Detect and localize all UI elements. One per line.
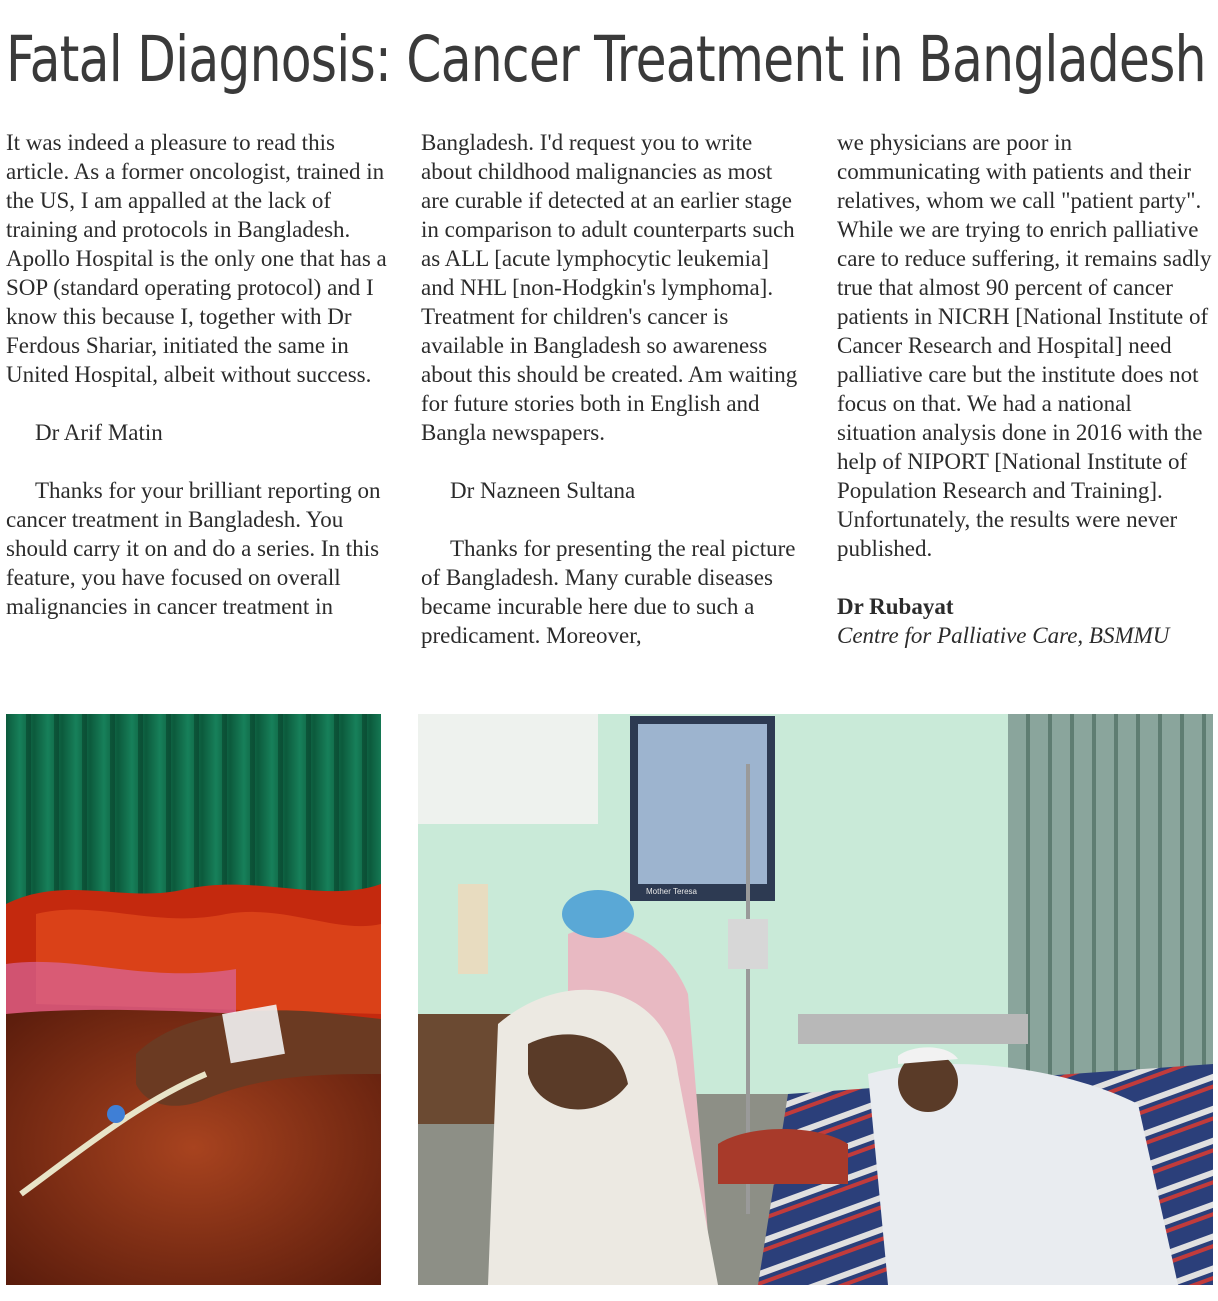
letter-2-body-part-2: Bangladesh. I'd request you to write about childhood malignancies as most are curable if detected at an earlier stage in comparison to adult counterparts such as ALL [acute lymphocytic leukemia] and NHL [non-Hodgkin's lymphoma]. Treatment for children's cancer is available in Bangladesh so awareness about this should be created. Am waiting for future stories both in English and Bangla newspapers. <box>421 130 798 445</box>
letter-2-body-part-1: Thanks for your brilliant reporting on cancer treatment in Bangladesh. You should carry it on and do a series. In this feature, you have focused on overall malignancies in cancer treatment in <box>6 478 381 619</box>
letter-3-body-part-1: Thanks for presenting the real picture of Bangladesh. Many curable diseases became incurable here due to such a predicament. Moreover, <box>421 536 796 648</box>
photo-hospital-ward <box>418 714 1213 1285</box>
headline: Fatal Diagnosis: Cancer Treatment in Bangladesh <box>6 23 1206 96</box>
letter-1-signature: Dr Arif Matin <box>35 420 163 445</box>
letter-2-signature: Dr Nazneen Sultana <box>450 478 636 503</box>
photo-patient-hand <box>6 714 381 1285</box>
letter-3-signature-org: Centre for Palliative Care, BSMMU <box>837 623 1170 648</box>
letter-3-body-part-2: we physicians are poor in communicating with patients and their relatives, whom we call "patient party". While we are trying to enrich palliative care to reduce suffering, it remains sadly true that almost 90 percent of cancer patients in NICRH [National Institute of Cancer Research and Hospital] need palliative care but the institute does not focus on that. We had a national situation analysis done in 2016 with the help of NIPORT [National Institute of Population Research and Training]. Unfortunately, the results were never published. <box>837 130 1212 561</box>
column-3 <box>837 128 1213 650</box>
column-1 <box>6 128 388 621</box>
column-2 <box>421 128 803 650</box>
photo-hospital-ward-image <box>418 714 1213 1285</box>
photo-patient-hand-image <box>6 714 381 1285</box>
poster-caption: Mother Teresa <box>646 887 697 896</box>
letter-3-signature-name: Dr Rubayat <box>837 594 954 619</box>
letter-1-body: It was indeed a pleasure to read this article. As a former oncologist, trained in the US, I am appalled at the lack of training and protocols in Bangladesh. Apollo Hospital is the only one that has a SOP (standard operating protocol) and I know this because I, together with Dr Ferdous Shariar, initiated the same in United Hospital, albeit without success. <box>6 130 387 387</box>
